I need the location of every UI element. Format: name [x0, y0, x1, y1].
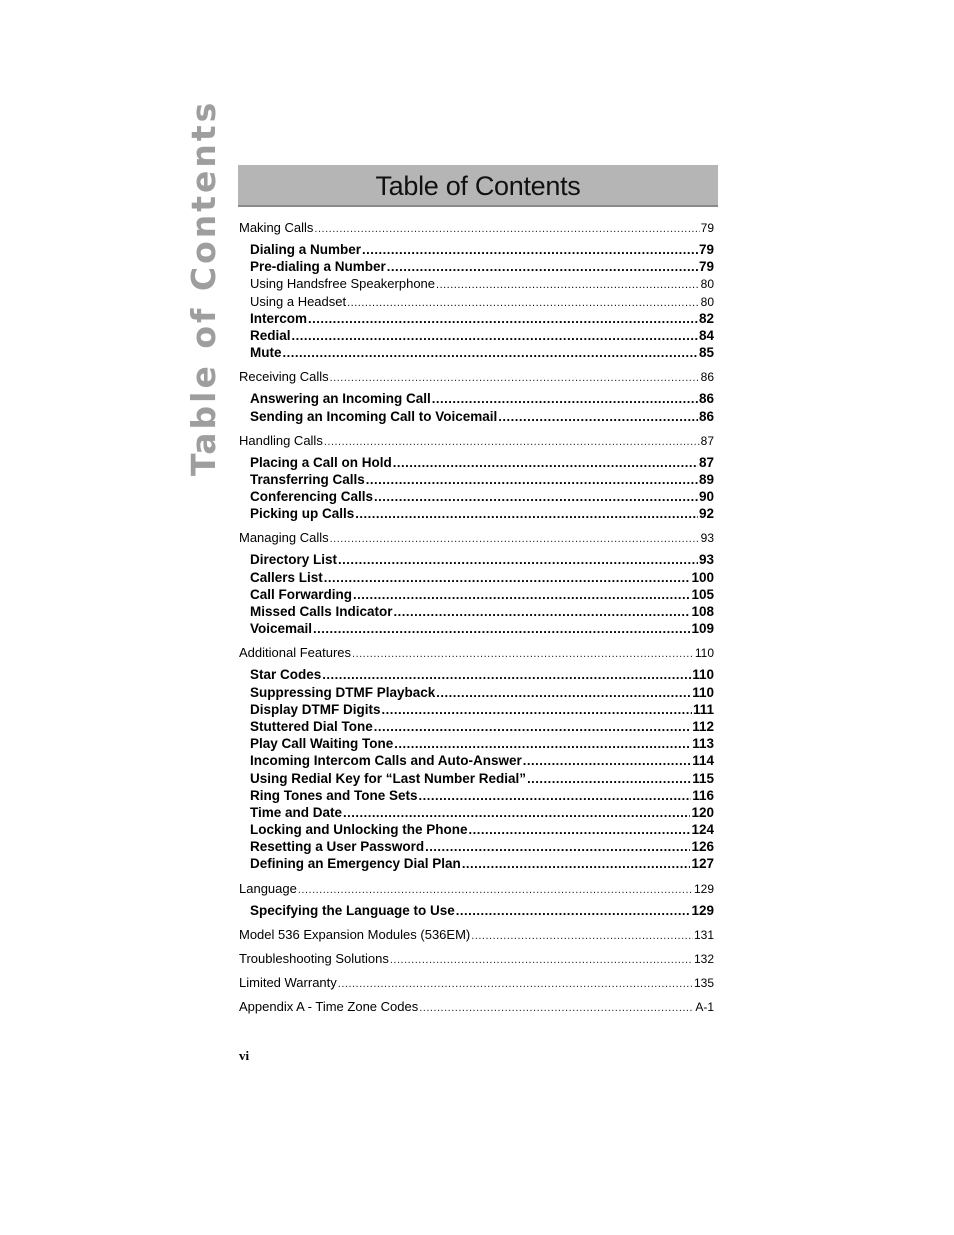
- toc-entry-title: Specifying the Language to Use: [250, 902, 455, 918]
- dot-leader: [355, 505, 698, 522]
- dot-leader: [338, 976, 693, 993]
- toc-entry-page: 86: [698, 391, 714, 407]
- toc-entry-title: Conferencing Calls: [250, 489, 374, 505]
- toc-entry-title: Receiving Calls: [239, 369, 329, 385]
- dot-leader: [419, 787, 692, 804]
- toc-section: [239, 529, 714, 637]
- toc-entry-title: Display DTMF Digits: [250, 701, 381, 717]
- toc-entry[interactable]: [250, 804, 714, 821]
- toc-entry-page: 93: [700, 531, 714, 546]
- toc-section-heading[interactable]: [239, 974, 714, 991]
- dot-leader: [353, 586, 690, 603]
- dot-leader: [298, 882, 693, 899]
- toc-entry-page: 87: [698, 454, 714, 470]
- dot-leader: [419, 1000, 694, 1017]
- toc-entry[interactable]: [250, 454, 714, 471]
- toc-entry[interactable]: [250, 838, 714, 855]
- dot-leader: [352, 646, 694, 663]
- toc-entry-title: Dialing a Number: [250, 242, 362, 257]
- toc-entry[interactable]: [250, 902, 714, 919]
- toc-entry-page: 105: [691, 586, 714, 602]
- dot-leader: [436, 684, 691, 701]
- dot-leader: [393, 454, 698, 471]
- toc-section: [239, 974, 714, 991]
- dot-leader: [394, 735, 691, 752]
- toc-entry-page: A-1: [695, 999, 714, 1014]
- dot-leader: [343, 804, 690, 821]
- toc-entry-page: 112: [692, 718, 714, 734]
- toc-entry[interactable]: [250, 241, 714, 258]
- toc-section-heading[interactable]: [239, 880, 714, 897]
- toc-entry-page: 85: [698, 345, 714, 361]
- toc-entry-page: 90: [698, 489, 714, 505]
- toc-entry-page: 111: [692, 701, 714, 717]
- toc-entry[interactable]: [250, 327, 714, 344]
- toc-entry-title: Redial: [250, 327, 291, 343]
- toc-entry-page: 113: [692, 736, 714, 752]
- toc-entry-page: 79: [700, 221, 714, 235]
- toc-section-heading[interactable]: [239, 432, 714, 449]
- toc-entry-title: Sending an Incoming Call to Voicemail: [250, 408, 498, 424]
- toc-entry-page: 93: [698, 552, 714, 568]
- toc-entry[interactable]: [250, 293, 714, 310]
- toc-entry-title: Missed Calls Indicator: [250, 604, 393, 619]
- dot-leader: [283, 344, 698, 361]
- toc-entry[interactable]: [250, 258, 714, 275]
- dot-leader: [432, 390, 698, 407]
- toc-entry-title: Placing a Call on Hold: [250, 454, 392, 470]
- dot-leader: [462, 855, 691, 872]
- dot-leader: [362, 241, 698, 258]
- toc-entry-title: Defining an Emergency Dial Plan: [250, 856, 461, 872]
- toc-entry[interactable]: [250, 551, 714, 568]
- dot-leader: [471, 928, 693, 945]
- toc-entry-title: Directory List: [250, 552, 338, 568]
- dot-leader: [308, 310, 698, 327]
- dot-leader: [425, 838, 690, 855]
- toc-entry[interactable]: [250, 390, 714, 407]
- toc-entry[interactable]: [250, 855, 714, 872]
- dot-leader: [324, 434, 700, 451]
- toc-entry-title: Additional Features: [239, 645, 352, 661]
- toc-entry-title: Using Handsfree Speakerphone: [250, 276, 436, 292]
- toc-entry-title: Model 536 Expansion Modules (536EM): [239, 926, 471, 942]
- toc-entry-page: 79: [698, 242, 714, 257]
- dot-leader: [330, 531, 700, 548]
- dot-leader: [374, 718, 691, 735]
- toc-entry-title: Star Codes: [250, 667, 322, 683]
- toc-entry-title: Making Calls: [239, 220, 314, 235]
- dot-leader: [330, 370, 700, 387]
- toc-entry-title: Transferring Calls: [250, 471, 365, 487]
- dot-leader: [390, 952, 693, 969]
- toc-entry-title: Voicemail: [250, 621, 313, 637]
- toc-entry-title: Managing Calls: [239, 530, 329, 546]
- toc-entry-page: 86: [698, 408, 714, 424]
- toc-entry-title: Time and Date: [250, 804, 343, 820]
- toc-section-heading[interactable]: [239, 529, 714, 546]
- toc-entry[interactable]: [250, 569, 714, 586]
- toc-section: [239, 926, 714, 943]
- page-number: vi: [239, 1048, 250, 1063]
- toc-entry[interactable]: [250, 505, 714, 522]
- toc-entry-title: Incoming Intercom Calls and Auto-Answer: [250, 753, 522, 769]
- toc-entry-page: 86: [700, 370, 714, 385]
- toc-entry[interactable]: [250, 275, 714, 292]
- toc-entry-title: Callers List: [250, 569, 323, 585]
- dot-leader: [523, 752, 691, 769]
- toc-entry-title: Ring Tones and Tone Sets: [250, 787, 418, 803]
- title-banner: [238, 165, 718, 207]
- toc-entry[interactable]: [250, 471, 714, 488]
- toc-section-heading[interactable]: [239, 998, 714, 1015]
- table-of-contents: [239, 219, 714, 1022]
- toc-entry[interactable]: [250, 344, 714, 361]
- toc-entry-page: 116: [692, 787, 714, 803]
- toc-entry[interactable]: [250, 488, 714, 505]
- toc-entry-title: Answering an Incoming Call: [250, 391, 431, 407]
- toc-entry-page: 110: [692, 684, 714, 700]
- toc-entry-page: 89: [698, 471, 714, 487]
- toc-entry-title: Troubleshooting Solutions: [239, 950, 389, 966]
- toc-entry-page: 129: [691, 902, 714, 918]
- toc-entry-page: 84: [698, 327, 714, 343]
- dot-leader: [498, 408, 698, 425]
- dot-leader: [374, 488, 698, 505]
- toc-entry[interactable]: [250, 718, 714, 735]
- toc-entry-title: Call Forwarding: [250, 586, 353, 602]
- dot-leader: [387, 258, 698, 275]
- toc-section: [239, 368, 714, 424]
- toc-section: [239, 998, 714, 1015]
- toc-entry-title: Using a Headset: [250, 293, 347, 309]
- toc-entry-page: 100: [691, 569, 714, 585]
- toc-section: [239, 432, 714, 523]
- toc-entry[interactable]: [250, 821, 714, 838]
- dot-leader: [436, 277, 700, 294]
- toc-entry-page: 135: [693, 975, 714, 990]
- side-title: Table of Contents: [184, 99, 223, 476]
- dot-leader: [338, 551, 698, 568]
- toc-entry[interactable]: [250, 666, 714, 683]
- toc-entry-page: 87: [700, 433, 714, 448]
- toc-entry-page: 132: [693, 951, 714, 966]
- toc-entry-title: Stuttered Dial Tone: [250, 718, 373, 734]
- toc-entry-page: 124: [691, 822, 714, 838]
- dot-leader: [469, 821, 691, 838]
- toc-entry-page: 126: [691, 839, 714, 855]
- toc-entry[interactable]: [250, 770, 714, 787]
- toc-entry-title: Using Redial Key for “Last Number Redial”: [250, 770, 527, 786]
- toc-entry-page: 92: [698, 506, 714, 522]
- dot-leader: [366, 471, 698, 488]
- toc-entry-title: Picking up Calls: [250, 506, 355, 522]
- toc-entry-page: 109: [691, 621, 714, 637]
- dot-leader: [382, 701, 692, 718]
- toc-section-heading[interactable]: [239, 950, 714, 967]
- toc-entry[interactable]: [250, 684, 714, 701]
- dot-leader: [324, 569, 691, 586]
- page-title: Table of Contents: [375, 170, 581, 201]
- toc-entry[interactable]: [250, 408, 714, 425]
- toc-entry-page: 110: [692, 667, 714, 683]
- toc-entry-title: Mute: [250, 345, 282, 361]
- toc-section: [239, 219, 714, 361]
- toc-section: [239, 950, 714, 967]
- toc-section-heading[interactable]: [239, 926, 714, 943]
- toc-entry-page: 129: [693, 881, 714, 896]
- toc-entry[interactable]: [250, 752, 714, 769]
- toc-entry[interactable]: [250, 310, 714, 327]
- toc-entry-title: Handling Calls: [239, 432, 323, 448]
- toc-entry-page: 127: [691, 856, 714, 872]
- dot-leader: [314, 221, 699, 238]
- toc-entry-page: 131: [693, 927, 714, 942]
- toc-section-heading[interactable]: [239, 368, 714, 385]
- toc-entry-title: Appendix A - Time Zone Codes: [239, 998, 419, 1014]
- toc-entry[interactable]: [250, 620, 714, 637]
- dot-leader: [322, 666, 691, 683]
- toc-entry[interactable]: [250, 787, 714, 804]
- dot-leader: [292, 327, 698, 344]
- dot-leader: [394, 603, 691, 620]
- toc-section: [239, 644, 714, 872]
- toc-section-heading[interactable]: [239, 644, 714, 661]
- toc-entry-page: 115: [692, 770, 714, 786]
- toc-entry[interactable]: [250, 735, 714, 752]
- toc-section-heading[interactable]: [239, 219, 714, 236]
- toc-entry-title: Suppressing DTMF Playback: [250, 684, 436, 700]
- toc-entry[interactable]: [250, 603, 714, 620]
- toc-entry-title: Limited Warranty: [239, 974, 337, 990]
- toc-entry[interactable]: [250, 586, 714, 603]
- toc-entry-title: Resetting a User Password: [250, 839, 425, 855]
- dot-leader: [456, 902, 691, 919]
- toc-entry-title: Play Call Waiting Tone: [250, 736, 394, 752]
- dot-leader: [313, 620, 690, 637]
- toc-entry-title: Pre-dialing a Number: [250, 259, 386, 275]
- toc-section: [239, 880, 714, 919]
- toc-entry-page: 80: [700, 277, 714, 292]
- toc-entry-title: Intercom: [250, 310, 308, 326]
- toc-entry-page: 110: [694, 646, 714, 661]
- toc-entry-title: Locking and Unlocking the Phone: [250, 822, 468, 838]
- toc-entry-page: 82: [698, 310, 714, 326]
- toc-entry-page: 79: [698, 259, 714, 275]
- toc-entry-page: 114: [692, 753, 714, 769]
- dot-leader: [527, 770, 691, 787]
- toc-entry[interactable]: [250, 701, 714, 718]
- toc-entry-page: 108: [691, 604, 714, 619]
- toc-entry-page: 80: [700, 294, 714, 309]
- toc-entry-title: Language: [239, 880, 297, 896]
- toc-entry-page: 120: [691, 804, 714, 820]
